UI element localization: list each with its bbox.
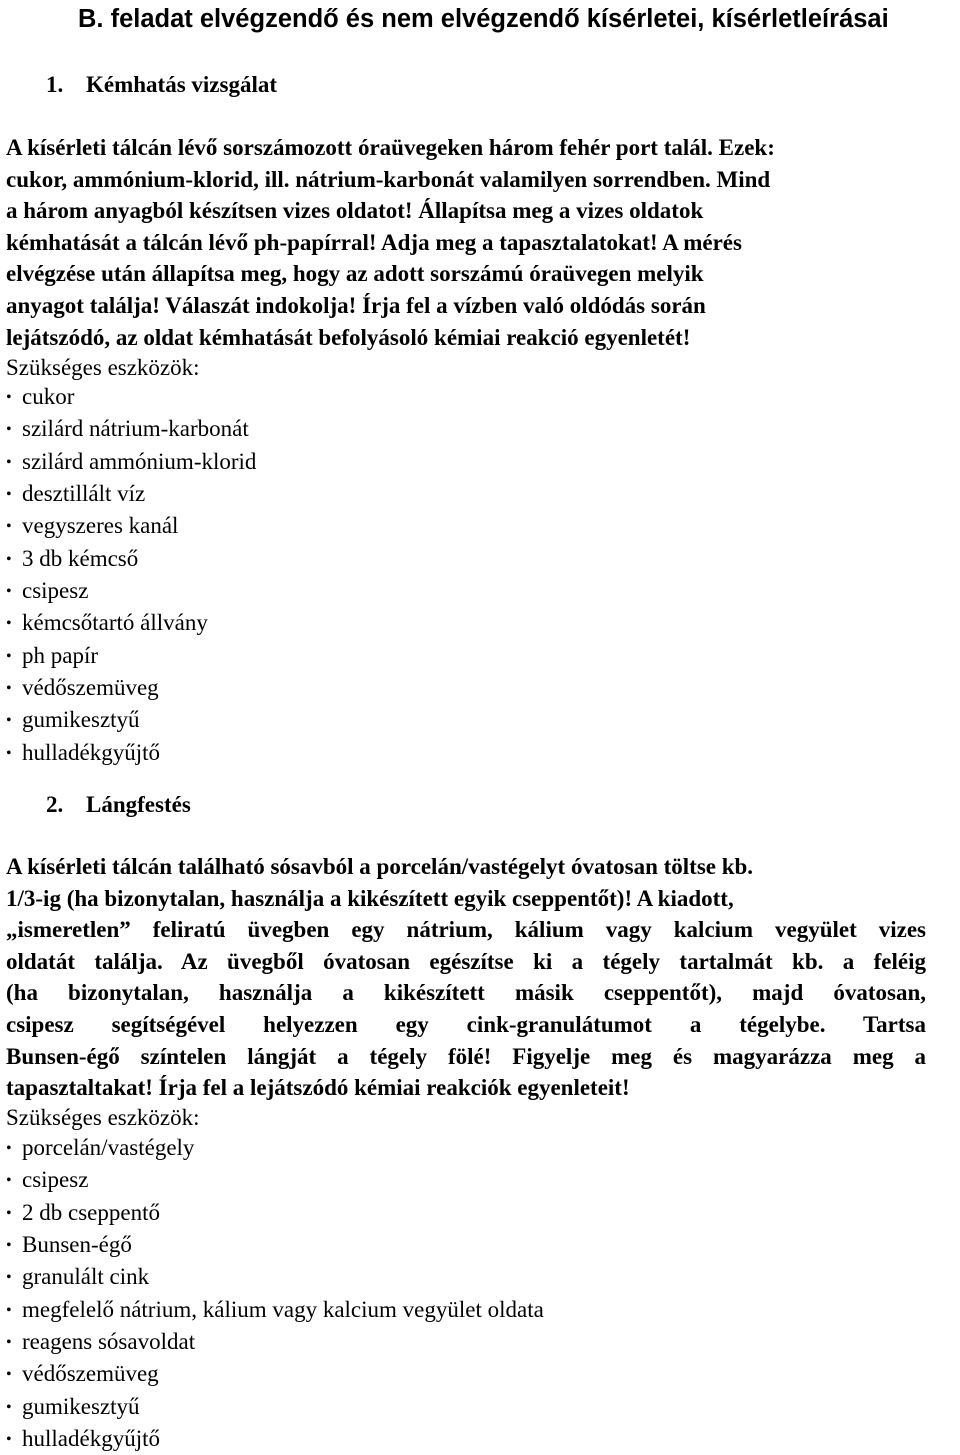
- section-1-line: cukor, ammónium-klorid, ill. nátrium-karbonát valamilyen sorrendben. Mind: [6, 166, 771, 192]
- list-item: • porcelán/vastégely: [6, 1132, 544, 1164]
- list-item: • hulladékgyűjtő: [6, 1423, 544, 1455]
- list-item: • kémcsőtartó állvány: [6, 607, 256, 639]
- bullet-icon: •: [6, 550, 12, 568]
- bullet-icon: •: [6, 647, 12, 665]
- section-2-line: tapasztaltakat! Írja fel a lejátszódó kémiai reakciók egyenleteit!: [6, 1075, 630, 1101]
- bullet-icon: •: [6, 1140, 12, 1157]
- bullet-icon: •: [6, 1301, 12, 1319]
- bullet-icon: •: [6, 1172, 12, 1190]
- section-1-number: 1.: [46, 72, 64, 97]
- section-2-line: „ismeretlen” feliratú üvegben egy nátrium, kálium vagy kalcium vegyület vizes: [6, 917, 926, 943]
- list-item: • ph papír: [6, 640, 256, 672]
- bullet-icon: •: [6, 1431, 12, 1449]
- list-item: • védőszemüveg: [6, 672, 256, 704]
- section-2-line: A kísérleti tálcán található sósavból a porcelán/vastégelyt óvatosan töltse kb.: [6, 854, 754, 879]
- section-2-title: Lángfestés: [86, 792, 191, 817]
- bullet-icon: •: [6, 1269, 12, 1287]
- page-title: B. feladat elvégzendő és nem elvégzendő kísérletei, kísérletleírásai: [78, 5, 889, 33]
- section-1-line: a három anyagból készítsen vizes oldatot! Állapítsa meg a vizes oldatok: [6, 198, 704, 224]
- bullet-icon: •: [6, 1237, 12, 1255]
- bullet-icon: •: [6, 583, 12, 601]
- section-1-line: kémhatását a tálcán lévő ph-papírral! Adja meg a tapasztalatokat! A mérés: [6, 229, 742, 255]
- section-2-line: 1/3-ig (ha bizonytalan, használja a kikészített egyik cseppentőt)! A kiadott,: [6, 885, 734, 911]
- list-item: • hulladékgyűjtő: [6, 737, 256, 769]
- list-item: • 2 db cseppentő: [6, 1197, 544, 1229]
- list-item: • Bunsen-égő: [6, 1229, 544, 1261]
- section-2-tools-list: [6, 1132, 544, 1455]
- section-1-line: anyagot találja! Válaszát indokolja! Írja fel a vízben való oldódás során: [6, 292, 706, 318]
- section-2-number: 2.: [46, 792, 64, 817]
- list-item: • védőszemüveg: [6, 1358, 544, 1390]
- list-item: • gumikesztyű: [6, 704, 256, 736]
- section-1-paragraph: [6, 132, 926, 353]
- section-1-heading: [46, 70, 277, 100]
- bullet-icon: •: [6, 744, 12, 762]
- bullet-icon: •: [6, 1398, 12, 1416]
- section-2-heading: [46, 790, 191, 820]
- bullet-icon: •: [6, 680, 12, 698]
- bullet-icon: •: [6, 421, 12, 439]
- section-2-paragraph: [6, 851, 926, 1104]
- list-item: • megfelelő nátrium, kálium vagy kalcium vegyület oldata: [6, 1294, 544, 1326]
- bullet-icon: •: [6, 615, 12, 633]
- list-item: • desztillált víz: [6, 478, 256, 510]
- section-1-line: elvégzése után állapítsa meg, hogy az adott sorszámú óraüvegen melyik: [6, 261, 704, 287]
- bullet-icon: •: [6, 453, 12, 471]
- list-item: • 3 db kémcső: [6, 543, 256, 575]
- section-2-line: oldatát találja. Az üvegből óvatosan egészítse ki a tégely tartalmát kb. a feléig: [6, 948, 926, 974]
- bullet-icon: •: [6, 389, 12, 406]
- list-item: • szilárd nátrium-karbonát: [6, 413, 256, 445]
- section-2-tools-label: Szükséges eszközök:: [6, 1105, 200, 1130]
- list-item: • cukor: [6, 381, 256, 413]
- list-item: • reagens sósavoldat: [6, 1326, 544, 1358]
- section-1-tools-label: Szükséges eszközök:: [6, 355, 200, 380]
- bullet-icon: •: [6, 518, 12, 536]
- bullet-icon: •: [6, 712, 12, 730]
- list-item: • csipesz: [6, 1164, 544, 1196]
- section-2-line: Bunsen-égő színtelen lángját a tégely fölé! Figyelje meg és magyarázza meg a: [6, 1043, 926, 1069]
- bullet-icon: •: [6, 1334, 12, 1352]
- bullet-icon: •: [6, 1366, 12, 1384]
- bullet-icon: •: [6, 1204, 12, 1222]
- list-item: • granulált cink: [6, 1261, 544, 1293]
- bullet-icon: •: [6, 486, 12, 504]
- section-2-line: (ha bizonytalan, használja a kikészített másik cseppentőt), majd óvatosan,: [6, 980, 926, 1006]
- section-1-line: A kísérleti tálcán lévő sorszámozott óraüvegeken három fehér port talál. Ezek:: [6, 135, 775, 160]
- list-item: • gumikesztyű: [6, 1391, 544, 1423]
- list-item: • csipesz: [6, 575, 256, 607]
- list-item: • vegyszeres kanál: [6, 510, 256, 542]
- section-1-tools-list: [6, 381, 256, 769]
- section-2-line: csipesz segítségével helyezzen egy cink-granulátumot a tégelybe. Tartsa: [6, 1011, 926, 1037]
- list-item: • szilárd ammónium-klorid: [6, 446, 256, 478]
- section-1-line: lejátszódó, az oldat kémhatását befolyásoló kémiai reakció egyenletét!: [6, 324, 691, 350]
- section-1-title: Kémhatás vizsgálat: [86, 72, 278, 97]
